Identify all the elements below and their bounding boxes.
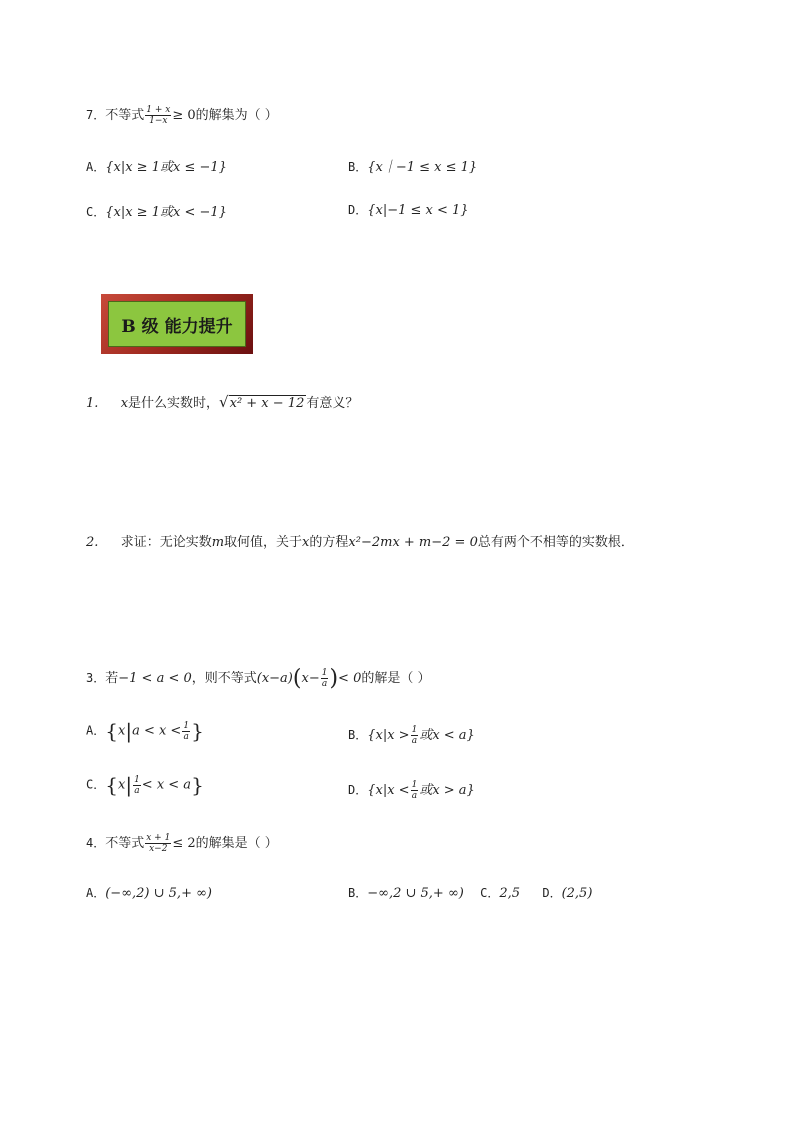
q4-option-a[interactable]: A．(−∞,2) ∪ 5,+ ∞)	[86, 886, 212, 901]
q4-option-b[interactable]: B．−∞,2 ∪ 5,+ ∞)	[348, 886, 464, 901]
question-b2: 2. 求证：无论实数m取何值，关于x的方程x²−2mx + m−2 = 0总有两个不相等的实数根．	[86, 535, 634, 550]
fraction: $\frac{1}{a}$	[411, 780, 418, 801]
fraction: $\frac{1 + x}{1-x}$	[146, 105, 171, 126]
question-7-stem: 7．不等式 $\frac{1 + x}{1-x}$ ≥ 0的解集为（ ）	[86, 105, 278, 126]
q4-option-d[interactable]: D．(2,5)	[542, 886, 593, 901]
fraction: $\frac{x + 1}{x-2}$	[146, 833, 171, 854]
stem-text: 不等式	[105, 108, 145, 123]
fraction: $\frac{1}{a}$	[411, 725, 418, 746]
question-b4: 4．不等式 $\frac{x + 1}{x-2}$ ≤ 2的解集是（ ）	[86, 833, 278, 854]
q7-option-c[interactable]: C．{x|x ≥ 1或x < −1}	[86, 205, 227, 220]
question-number: 4．	[86, 836, 106, 850]
q7-option-b[interactable]: B．{x｜−1 ≤ x ≤ 1}	[348, 160, 478, 175]
q7-option-d[interactable]: D．{x|−1 ≤ x < 1}	[348, 203, 469, 218]
sqrt-icon: √	[219, 393, 229, 411]
q3-option-b[interactable]: B．{x|x > $\frac{1}{a}$ 或x < a}	[348, 725, 475, 746]
fraction: $\frac{1}{a}$	[183, 720, 190, 742]
question-number: 2.	[86, 535, 99, 550]
question-number: 1.	[86, 396, 99, 411]
fraction: $\frac{1}{a}$	[134, 774, 140, 796]
question-number: 3．	[86, 671, 106, 685]
q7-option-a[interactable]: A．{x|x ≥ 1或x ≤ −1}	[86, 160, 227, 175]
question-b3: 3．若−1 < a < 0，则不等式(x−a)(x− $\frac{1}{a}$ )< 0的解是（ ）	[86, 666, 431, 691]
fraction: $\frac{1}{a}$	[321, 668, 328, 689]
badge-panel	[108, 301, 246, 347]
q4-option-c[interactable]: C．2,5	[480, 886, 521, 901]
section-title: B 级 能力提升	[121, 316, 233, 337]
section-badge	[101, 294, 253, 354]
q3-option-d[interactable]: D．{x|x < $\frac{1}{a}$ 或x > a}	[348, 780, 475, 801]
question-b1: 1. x是什么实数时，√x² + x − 12 有意义？	[86, 393, 359, 411]
question-number: 7．	[86, 108, 106, 122]
radicand: x² + x − 12	[229, 396, 305, 411]
q4-options-bcd	[348, 884, 592, 901]
q3-option-a[interactable]: A．{x|a < x < $\frac{1}{a}$ }	[86, 719, 204, 743]
q3-option-c[interactable]: C．{x| $\frac{1}{a}$ < x < a}	[86, 773, 204, 797]
